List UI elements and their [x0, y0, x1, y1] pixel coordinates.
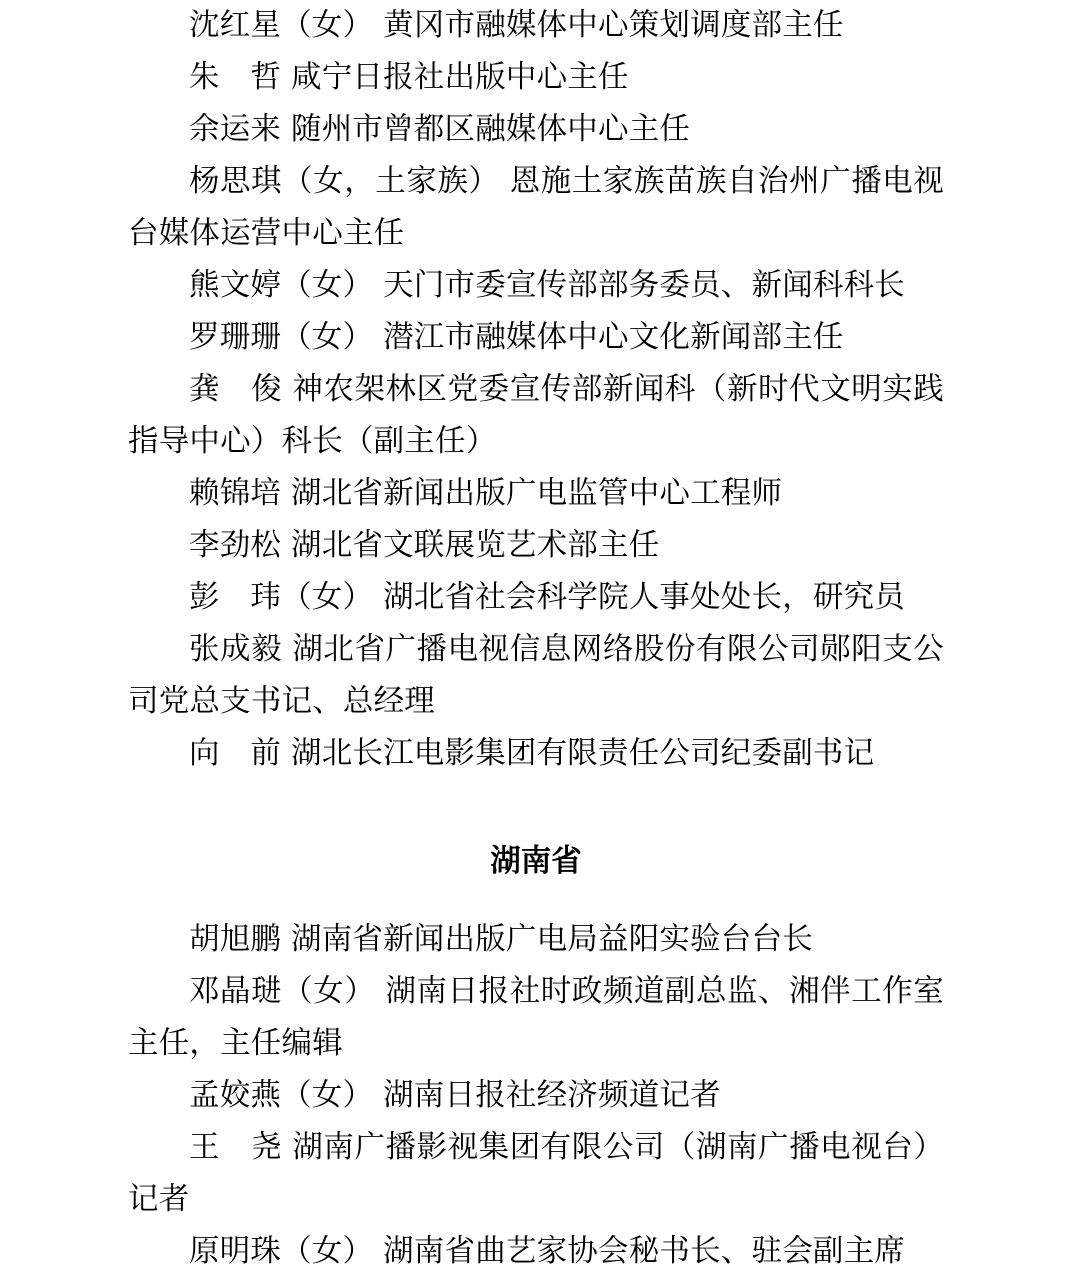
name-entry: 原明珠（女） 湖南省曲艺家协会秘书长、驻会副主席 [189, 1234, 905, 1269]
name-entry: 胡旭鹏 湖南省新闻出版广电局益阳实验台台长 [189, 922, 813, 957]
name-entry: 罗珊珊（女） 潜江市融媒体中心文化新闻部主任 [189, 320, 844, 355]
name-entry: 王 尧 湖南广播影视集团有限公司（湖南广播电视台）记者 [128, 1130, 944, 1217]
name-entry: 余运来 随州市曾都区融媒体中心主任 [189, 112, 691, 147]
section-spacer [128, 888, 944, 914]
name-entry: 彭 玮（女） 湖北省社会科学院人事处处长，研究员 [189, 580, 905, 615]
name-entry: 张成毅 湖北省广播电视信息网络股份有限公司郧阳支公司党总支书记、总经理 [128, 632, 944, 719]
section-title: 湖南省 [490, 844, 582, 879]
name-entry: 朱 哲 咸宁日报社出版中心主任 [189, 60, 629, 95]
name-entry: 孟姣燕（女） 湖南日报社经济频道记者 [189, 1078, 721, 1113]
document-body [128, 0, 944, 1278]
name-entry: 熊文婷（女） 天门市委宣传部部务委员、新闻科科长 [189, 268, 905, 303]
name-entry: 邓晶琎（女） 湖南日报社时政频道副总监、湘伴工作室主任，主任编辑 [128, 974, 944, 1061]
name-entry: 沈红星（女） 黄冈市融媒体中心策划调度部主任 [189, 8, 844, 43]
name-entry: 杨思琪（女，土家族） 恩施土家族苗族自治州广播电视台媒体运营中心主任 [128, 164, 944, 251]
name-entry: 赖锦培 湖北省新闻出版广电监管中心工程师 [189, 476, 783, 511]
section-spacer [128, 780, 944, 836]
name-entry: 李劲松 湖北省文联展览艺术部主任 [189, 528, 660, 563]
name-entry: 向 前 湖北长江电影集团有限责任公司纪委副书记 [189, 736, 875, 771]
name-entry: 龚 俊 神农架林区党委宣传部新闻科（新时代文明实践指导中心）科长（副主任） [128, 372, 944, 459]
